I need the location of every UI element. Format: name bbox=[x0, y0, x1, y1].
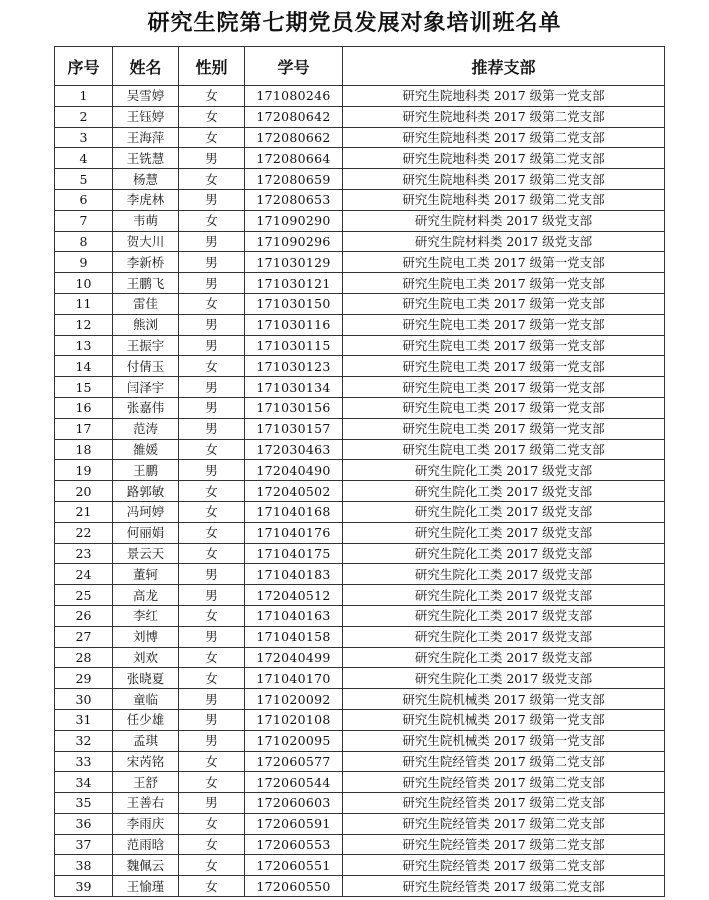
row-branch: 研究生院地科类 2017 级第二党支部 bbox=[343, 169, 665, 190]
row-gender: 男 bbox=[179, 460, 245, 481]
row-student-id: 172080653 bbox=[245, 189, 343, 210]
row-gender: 女 bbox=[179, 543, 245, 564]
table-row bbox=[55, 293, 665, 314]
header-name: 姓名 bbox=[113, 47, 179, 86]
row-branch: 研究生院地科类 2017 级第一党支部 bbox=[343, 86, 665, 107]
roster-table bbox=[54, 46, 665, 897]
row-gender: 男 bbox=[179, 730, 245, 751]
row-gender: 女 bbox=[179, 293, 245, 314]
row-name: 李新桥 bbox=[113, 252, 179, 273]
row-serial-number: 4 bbox=[55, 148, 113, 169]
table-row bbox=[55, 377, 665, 398]
row-serial-number: 27 bbox=[55, 626, 113, 647]
row-gender: 男 bbox=[179, 564, 245, 585]
row-branch: 研究生院化工类 2017 级党支部 bbox=[343, 460, 665, 481]
row-gender: 女 bbox=[179, 813, 245, 834]
row-gender: 男 bbox=[179, 626, 245, 647]
row-gender: 女 bbox=[179, 501, 245, 522]
row-branch: 研究生院电工类 2017 级第一党支部 bbox=[343, 273, 665, 294]
row-branch: 研究生院电工类 2017 级第一党支部 bbox=[343, 397, 665, 418]
row-name: 杨慧 bbox=[113, 169, 179, 190]
header-branch: 推荐支部 bbox=[343, 47, 665, 86]
row-serial-number: 19 bbox=[55, 460, 113, 481]
row-serial-number: 33 bbox=[55, 751, 113, 772]
row-serial-number: 30 bbox=[55, 689, 113, 710]
row-serial-number: 34 bbox=[55, 772, 113, 793]
row-name: 付倩玉 bbox=[113, 356, 179, 377]
row-name: 李红 bbox=[113, 605, 179, 626]
row-student-id: 172080664 bbox=[245, 148, 343, 169]
row-student-id: 171030156 bbox=[245, 397, 343, 418]
row-name: 韦萌 bbox=[113, 210, 179, 231]
row-name: 路郭敏 bbox=[113, 481, 179, 502]
row-name: 王海萍 bbox=[113, 127, 179, 148]
table-row bbox=[55, 585, 665, 606]
row-gender: 女 bbox=[179, 106, 245, 127]
row-student-id: 172060577 bbox=[245, 751, 343, 772]
row-gender: 女 bbox=[179, 522, 245, 543]
row-name: 孟琪 bbox=[113, 730, 179, 751]
row-name: 王舒 bbox=[113, 772, 179, 793]
roster-body bbox=[55, 86, 665, 897]
row-gender: 女 bbox=[179, 481, 245, 502]
row-serial-number: 39 bbox=[55, 876, 113, 897]
table-row bbox=[55, 564, 665, 585]
row-branch: 研究生院化工类 2017 级党支部 bbox=[343, 481, 665, 502]
row-branch: 研究生院化工类 2017 级党支部 bbox=[343, 605, 665, 626]
row-student-id: 172060551 bbox=[245, 855, 343, 876]
row-student-id: 172060591 bbox=[245, 813, 343, 834]
row-branch: 研究生院材料类 2017 级党支部 bbox=[343, 210, 665, 231]
row-branch: 研究生院地科类 2017 级第二党支部 bbox=[343, 127, 665, 148]
row-serial-number: 5 bbox=[55, 169, 113, 190]
row-branch: 研究生院经管类 2017 级第二党支部 bbox=[343, 772, 665, 793]
row-serial-number: 8 bbox=[55, 231, 113, 252]
row-serial-number: 32 bbox=[55, 730, 113, 751]
header-serial-number: 序号 bbox=[55, 47, 113, 86]
row-name: 雷佳 bbox=[113, 293, 179, 314]
row-student-id: 172060603 bbox=[245, 793, 343, 814]
table-row bbox=[55, 252, 665, 273]
row-serial-number: 15 bbox=[55, 377, 113, 398]
row-serial-number: 25 bbox=[55, 585, 113, 606]
row-gender: 女 bbox=[179, 772, 245, 793]
row-serial-number: 3 bbox=[55, 127, 113, 148]
row-name: 童临 bbox=[113, 689, 179, 710]
row-gender: 女 bbox=[179, 439, 245, 460]
row-name: 贺大川 bbox=[113, 231, 179, 252]
row-gender: 女 bbox=[179, 751, 245, 772]
row-name: 范雨晗 bbox=[113, 834, 179, 855]
header-student-id: 学号 bbox=[245, 47, 343, 86]
table-row bbox=[55, 335, 665, 356]
row-student-id: 172060553 bbox=[245, 834, 343, 855]
table-row bbox=[55, 605, 665, 626]
row-name: 范涛 bbox=[113, 418, 179, 439]
row-name: 宋芮铭 bbox=[113, 751, 179, 772]
row-name: 张晓夏 bbox=[113, 668, 179, 689]
row-serial-number: 2 bbox=[55, 106, 113, 127]
row-branch: 研究生院经管类 2017 级第二党支部 bbox=[343, 876, 665, 897]
row-student-id: 171040158 bbox=[245, 626, 343, 647]
table-row bbox=[55, 314, 665, 335]
row-name: 王振宇 bbox=[113, 335, 179, 356]
table-row bbox=[55, 460, 665, 481]
table-row bbox=[55, 668, 665, 689]
row-branch: 研究生院地科类 2017 级第二党支部 bbox=[343, 189, 665, 210]
row-serial-number: 36 bbox=[55, 813, 113, 834]
row-name: 李雨庆 bbox=[113, 813, 179, 834]
row-serial-number: 37 bbox=[55, 834, 113, 855]
row-branch: 研究生院电工类 2017 级第一党支部 bbox=[343, 356, 665, 377]
row-branch: 研究生院机械类 2017 级第一党支部 bbox=[343, 689, 665, 710]
table-row bbox=[55, 418, 665, 439]
row-gender: 男 bbox=[179, 585, 245, 606]
row-gender: 女 bbox=[179, 876, 245, 897]
row-student-id: 171030121 bbox=[245, 273, 343, 294]
row-student-id: 172040512 bbox=[245, 585, 343, 606]
row-serial-number: 28 bbox=[55, 647, 113, 668]
row-serial-number: 29 bbox=[55, 668, 113, 689]
row-name: 雒媛 bbox=[113, 439, 179, 460]
row-serial-number: 20 bbox=[55, 481, 113, 502]
row-branch: 研究生院机械类 2017 级第一党支部 bbox=[343, 709, 665, 730]
row-gender: 女 bbox=[179, 834, 245, 855]
row-student-id: 172060550 bbox=[245, 876, 343, 897]
row-name: 王钰婷 bbox=[113, 106, 179, 127]
row-serial-number: 26 bbox=[55, 605, 113, 626]
row-name: 刘博 bbox=[113, 626, 179, 647]
row-gender: 女 bbox=[179, 647, 245, 668]
row-gender: 男 bbox=[179, 189, 245, 210]
row-serial-number: 14 bbox=[55, 356, 113, 377]
row-student-id: 171040176 bbox=[245, 522, 343, 543]
row-student-id: 171020108 bbox=[245, 709, 343, 730]
row-name: 熊浏 bbox=[113, 314, 179, 335]
table-row bbox=[55, 647, 665, 668]
row-serial-number: 38 bbox=[55, 855, 113, 876]
row-branch: 研究生院化工类 2017 级党支部 bbox=[343, 626, 665, 647]
table-row bbox=[55, 522, 665, 543]
row-branch: 研究生院电工类 2017 级第一党支部 bbox=[343, 314, 665, 335]
row-serial-number: 23 bbox=[55, 543, 113, 564]
row-name: 王鹏飞 bbox=[113, 273, 179, 294]
row-student-id: 171040163 bbox=[245, 605, 343, 626]
row-gender: 男 bbox=[179, 377, 245, 398]
table-row bbox=[55, 273, 665, 294]
table-row bbox=[55, 231, 665, 252]
table-row bbox=[55, 439, 665, 460]
row-student-id: 171090290 bbox=[245, 210, 343, 231]
row-branch: 研究生院电工类 2017 级第一党支部 bbox=[343, 252, 665, 273]
row-student-id: 171040170 bbox=[245, 668, 343, 689]
table-header-row bbox=[55, 47, 665, 86]
row-branch: 研究生院经管类 2017 级第二党支部 bbox=[343, 793, 665, 814]
row-branch: 研究生院化工类 2017 级党支部 bbox=[343, 501, 665, 522]
row-branch: 研究生院化工类 2017 级党支部 bbox=[343, 647, 665, 668]
row-serial-number: 31 bbox=[55, 709, 113, 730]
row-student-id: 171080246 bbox=[245, 86, 343, 107]
row-gender: 男 bbox=[179, 397, 245, 418]
row-branch: 研究生院材料类 2017 级党支部 bbox=[343, 231, 665, 252]
row-gender: 男 bbox=[179, 709, 245, 730]
row-serial-number: 12 bbox=[55, 314, 113, 335]
row-branch: 研究生院化工类 2017 级党支部 bbox=[343, 585, 665, 606]
row-serial-number: 18 bbox=[55, 439, 113, 460]
row-serial-number: 22 bbox=[55, 522, 113, 543]
header-gender: 性别 bbox=[179, 47, 245, 86]
row-student-id: 172080659 bbox=[245, 169, 343, 190]
row-student-id: 171030116 bbox=[245, 314, 343, 335]
row-name: 任少雄 bbox=[113, 709, 179, 730]
row-branch: 研究生院化工类 2017 级党支部 bbox=[343, 543, 665, 564]
row-branch: 研究生院经管类 2017 级第二党支部 bbox=[343, 813, 665, 834]
row-name: 李虎林 bbox=[113, 189, 179, 210]
table-row bbox=[55, 481, 665, 502]
table-row bbox=[55, 772, 665, 793]
row-student-id: 171030129 bbox=[245, 252, 343, 273]
row-student-id: 172060544 bbox=[245, 772, 343, 793]
row-branch: 研究生院电工类 2017 级第一党支部 bbox=[343, 335, 665, 356]
table-row bbox=[55, 876, 665, 897]
row-name: 闫泽宇 bbox=[113, 377, 179, 398]
row-student-id: 172040490 bbox=[245, 460, 343, 481]
row-serial-number: 9 bbox=[55, 252, 113, 273]
row-gender: 女 bbox=[179, 668, 245, 689]
row-student-id: 172080662 bbox=[245, 127, 343, 148]
table-row bbox=[55, 189, 665, 210]
row-serial-number: 13 bbox=[55, 335, 113, 356]
table-row bbox=[55, 169, 665, 190]
row-name: 高龙 bbox=[113, 585, 179, 606]
row-serial-number: 24 bbox=[55, 564, 113, 585]
table-row bbox=[55, 689, 665, 710]
row-gender: 男 bbox=[179, 335, 245, 356]
row-student-id: 171030157 bbox=[245, 418, 343, 439]
row-name: 张嘉伟 bbox=[113, 397, 179, 418]
row-gender: 男 bbox=[179, 418, 245, 439]
row-branch: 研究生院经管类 2017 级第二党支部 bbox=[343, 751, 665, 772]
row-name: 景云天 bbox=[113, 543, 179, 564]
row-gender: 女 bbox=[179, 855, 245, 876]
row-branch: 研究生院电工类 2017 级第一党支部 bbox=[343, 377, 665, 398]
row-student-id: 171030115 bbox=[245, 335, 343, 356]
table-row bbox=[55, 356, 665, 377]
table-row bbox=[55, 855, 665, 876]
table-row bbox=[55, 106, 665, 127]
table-row bbox=[55, 730, 665, 751]
row-branch: 研究生院经管类 2017 级第二党支部 bbox=[343, 855, 665, 876]
row-student-id: 171030134 bbox=[245, 377, 343, 398]
document-title: 研究生院第七期党员发展对象培训班名单 bbox=[147, 11, 562, 36]
row-gender: 男 bbox=[179, 273, 245, 294]
row-student-id: 171030150 bbox=[245, 293, 343, 314]
row-branch: 研究生院电工类 2017 级第一党支部 bbox=[343, 418, 665, 439]
row-serial-number: 10 bbox=[55, 273, 113, 294]
row-gender: 女 bbox=[179, 605, 245, 626]
table-row bbox=[55, 709, 665, 730]
row-branch: 研究生院经管类 2017 级第二党支部 bbox=[343, 834, 665, 855]
row-serial-number: 11 bbox=[55, 293, 113, 314]
row-gender: 男 bbox=[179, 314, 245, 335]
row-name: 魏佩云 bbox=[113, 855, 179, 876]
row-student-id: 171020092 bbox=[245, 689, 343, 710]
table-row bbox=[55, 86, 665, 107]
table-row bbox=[55, 501, 665, 522]
table-row bbox=[55, 210, 665, 231]
row-name: 刘欢 bbox=[113, 647, 179, 668]
row-name: 王铣慧 bbox=[113, 148, 179, 169]
table-row bbox=[55, 751, 665, 772]
table-row bbox=[55, 626, 665, 647]
row-serial-number: 35 bbox=[55, 793, 113, 814]
row-student-id: 172040499 bbox=[245, 647, 343, 668]
row-branch: 研究生院机械类 2017 级第一党支部 bbox=[343, 730, 665, 751]
table-row bbox=[55, 148, 665, 169]
row-student-id: 171090296 bbox=[245, 231, 343, 252]
table-row bbox=[55, 834, 665, 855]
row-name: 吴雪婷 bbox=[113, 86, 179, 107]
row-student-id: 171020095 bbox=[245, 730, 343, 751]
table-row bbox=[55, 813, 665, 834]
row-branch: 研究生院电工类 2017 级第二党支部 bbox=[343, 439, 665, 460]
row-serial-number: 16 bbox=[55, 397, 113, 418]
row-serial-number: 6 bbox=[55, 189, 113, 210]
row-branch: 研究生院电工类 2017 级第一党支部 bbox=[343, 293, 665, 314]
row-student-id: 171040168 bbox=[245, 501, 343, 522]
row-name: 冯珂婷 bbox=[113, 501, 179, 522]
row-student-id: 171040183 bbox=[245, 564, 343, 585]
row-name: 王鹏 bbox=[113, 460, 179, 481]
row-student-id: 171030123 bbox=[245, 356, 343, 377]
row-gender: 男 bbox=[179, 148, 245, 169]
table-row bbox=[55, 793, 665, 814]
row-serial-number: 7 bbox=[55, 210, 113, 231]
row-student-id: 172030463 bbox=[245, 439, 343, 460]
row-gender: 男 bbox=[179, 252, 245, 273]
row-gender: 男 bbox=[179, 689, 245, 710]
row-gender: 女 bbox=[179, 210, 245, 231]
row-student-id: 172080642 bbox=[245, 106, 343, 127]
row-serial-number: 17 bbox=[55, 418, 113, 439]
row-gender: 女 bbox=[179, 169, 245, 190]
row-student-id: 172040502 bbox=[245, 481, 343, 502]
row-branch: 研究生院地科类 2017 级第二党支部 bbox=[343, 148, 665, 169]
row-branch: 研究生院化工类 2017 级党支部 bbox=[343, 564, 665, 585]
row-gender: 男 bbox=[179, 793, 245, 814]
row-name: 董轲 bbox=[113, 564, 179, 585]
table-row bbox=[55, 127, 665, 148]
row-student-id: 171040175 bbox=[245, 543, 343, 564]
row-serial-number: 21 bbox=[55, 501, 113, 522]
row-branch: 研究生院化工类 2017 级党支部 bbox=[343, 522, 665, 543]
table-row bbox=[55, 397, 665, 418]
table-row bbox=[55, 543, 665, 564]
row-name: 王愉瑾 bbox=[113, 876, 179, 897]
row-serial-number: 1 bbox=[55, 86, 113, 107]
row-gender: 男 bbox=[179, 231, 245, 252]
row-name: 何丽娟 bbox=[113, 522, 179, 543]
row-branch: 研究生院地科类 2017 级第二党支部 bbox=[343, 106, 665, 127]
row-branch: 研究生院化工类 2017 级党支部 bbox=[343, 668, 665, 689]
row-gender: 女 bbox=[179, 86, 245, 107]
row-gender: 女 bbox=[179, 356, 245, 377]
row-gender: 女 bbox=[179, 127, 245, 148]
row-name: 王善右 bbox=[113, 793, 179, 814]
